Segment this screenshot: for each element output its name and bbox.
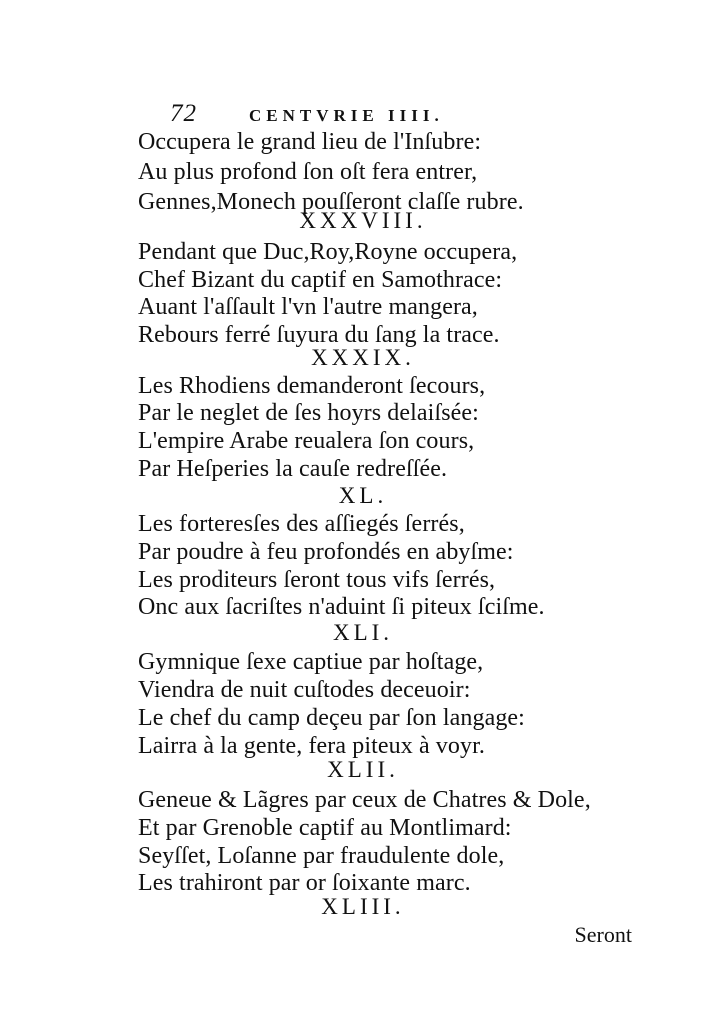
quatrain-number: XXXVIII. <box>299 208 427 233</box>
verse-line: Les proditeurs ſeront tous vifs ſerrés, <box>138 567 496 593</box>
verse-line: Par poudre à feu profondés en abyſme: <box>138 539 514 565</box>
page-number: 72 <box>170 100 197 127</box>
quatrain-number: XL. <box>338 483 388 508</box>
verse-line: Geneue & Lãgres par ceux de Chatres & Dole, <box>138 787 591 813</box>
verse-line: Par le neglet de ſes hoyrs delaiſsée: <box>138 400 479 426</box>
running-head <box>170 100 444 130</box>
verse-line: Les forteresſes des aſſiegés ſerrés, <box>138 511 465 537</box>
section-title: CENTVRIE IIII. <box>249 106 444 125</box>
verse-line: Gymnique ſexe captiue par hoſtage, <box>138 649 484 675</box>
verse-line: Seyſſet, Loſanne par fraudulente dole, <box>138 843 505 869</box>
verse-line: Auant l'aſſault l'vn l'autre mangera, <box>138 294 478 320</box>
verse-line: L'empire Arabe reualera ſon cours, <box>138 428 475 454</box>
catchword: Seront <box>574 922 632 947</box>
verse-line: Onc aux ſacriſtes n'aduint ſi piteux ſciſme. <box>138 594 545 620</box>
verse-line: Chef Bizant du captif en Samothrace: <box>138 267 503 293</box>
verse-line: Et par Grenoble captif au Montlimard: <box>138 815 512 841</box>
verse-line: Pendant que Duc,Roy,Royne occupera, <box>138 239 518 265</box>
quatrain-number: XLII. <box>327 757 399 782</box>
verse-line: Viendra de nuit cuſtodes deceuoir: <box>138 677 471 703</box>
verse-line: Par Heſperies la cauſe redreſſée. <box>138 456 448 482</box>
quatrain-number: XLI. <box>332 620 394 645</box>
verse-line: Les Rhodiens demanderont ſecours, <box>138 373 486 399</box>
verse-line: Au plus profond ſon oſt fera entrer, <box>138 159 478 185</box>
quatrain-number: XLIII. <box>321 894 405 919</box>
verse-line: Lairra à la gente, fera piteux à voyr. <box>138 733 485 759</box>
quatrain-number: XXXIX. <box>311 345 415 370</box>
verse-line: Occupera le grand lieu de l'Inſubre: <box>138 129 482 155</box>
verse-line: Rebours ferré ſuyura du ſang la trace. <box>138 322 500 348</box>
verse-line: Gennes,Monech pouſſeront claſſe rubre. <box>138 189 524 215</box>
verse-line: Le chef du camp deçeu par ſon langage: <box>138 705 525 731</box>
verse-line: Les trahiront par or ſoixante marc. <box>138 870 471 896</box>
